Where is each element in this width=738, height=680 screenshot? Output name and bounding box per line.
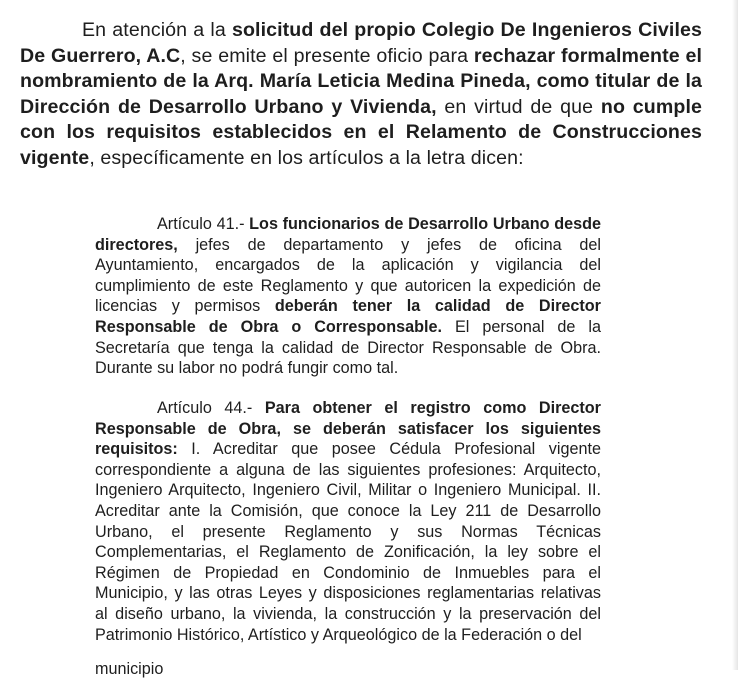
intro-paragraph [20, 18, 702, 171]
article-41-text-2: El personal de la Secretaría que tenga la calidad de Director Responsable de Obra. Durante su labor no podrá fungir como tal. [95, 317, 601, 378]
article-41-bold-2: deberán tener la calidad de Director Responsable de Obra o Corresponsable. [95, 297, 601, 336]
intro-text-2: , se emite el presente oficio para [180, 44, 474, 67]
article-41 [95, 214, 601, 379]
intro-bold-3: no cumple con los requisitos establecidos en el Relamento de Construcciones vigente [20, 95, 702, 169]
intro-bold-2: rechazar formalmente el nombramiento de la Arq. María Leticia Medina Pineda, como titular de la Dirección de Desarrollo Urbano y Vivienda, [20, 44, 702, 118]
article-41-label: Artículo 41.- [157, 215, 250, 233]
article-41-text-1: jefes de departamento y jefes de oficina del Ayuntamiento, encargados de la aplicación y vigilancia del cumplimiento de este Reglamento y que autoricen la expedición de licencias y permisos [95, 235, 601, 316]
intro-text-4: , específicamente en los artículos a la letra dicen: [89, 146, 524, 169]
article-44-label: Artículo 44.- [157, 399, 265, 417]
article-44-text-1: I. Acreditar que posee Cédula Profesional vigente correspondiente a alguna de las siguientes profesiones: Arquitecto, Ingeniero Arquitecto, Ingeniero Civil, Militar o Ingeniero Municipal. II. Acreditar ante la Comisión, que conoce la Ley 211 de Desarrollo Urbano, el presente Reglamento y sus Normas Técnicas Complementarias, el Reglamento de Zonificación, la ley sobre el Régimen de Propiedad en Condominio de Inmuebles para el Municipio, y las otras Leyes y disposiciones reglamentarias relativas al diseño urbano, la vivienda, la construcción y la preservación del Patrimonio Histórico, Artístico y Arqueológico de la Federación o del [95, 440, 601, 644]
article-41-bold-1: Los funcionarios de Desarrollo Urbano desde directores, [95, 215, 601, 254]
intro-bold-1: solicitud del propio Colegio De Ingenieros Civiles De Guerrero, A.C [20, 19, 702, 67]
page-edge-shadow [732, 0, 738, 670]
article-44-bold-1: Para obtener el registro como Director Responsable de Obra, se deberán satisfacer los siguientes requisitos: [95, 399, 601, 459]
cut-off-line: municipio [95, 660, 164, 678]
article-44 [95, 398, 601, 645]
intro-text-1: En atención a la [82, 19, 232, 41]
intro-text-3: en virtud de que [436, 95, 601, 118]
